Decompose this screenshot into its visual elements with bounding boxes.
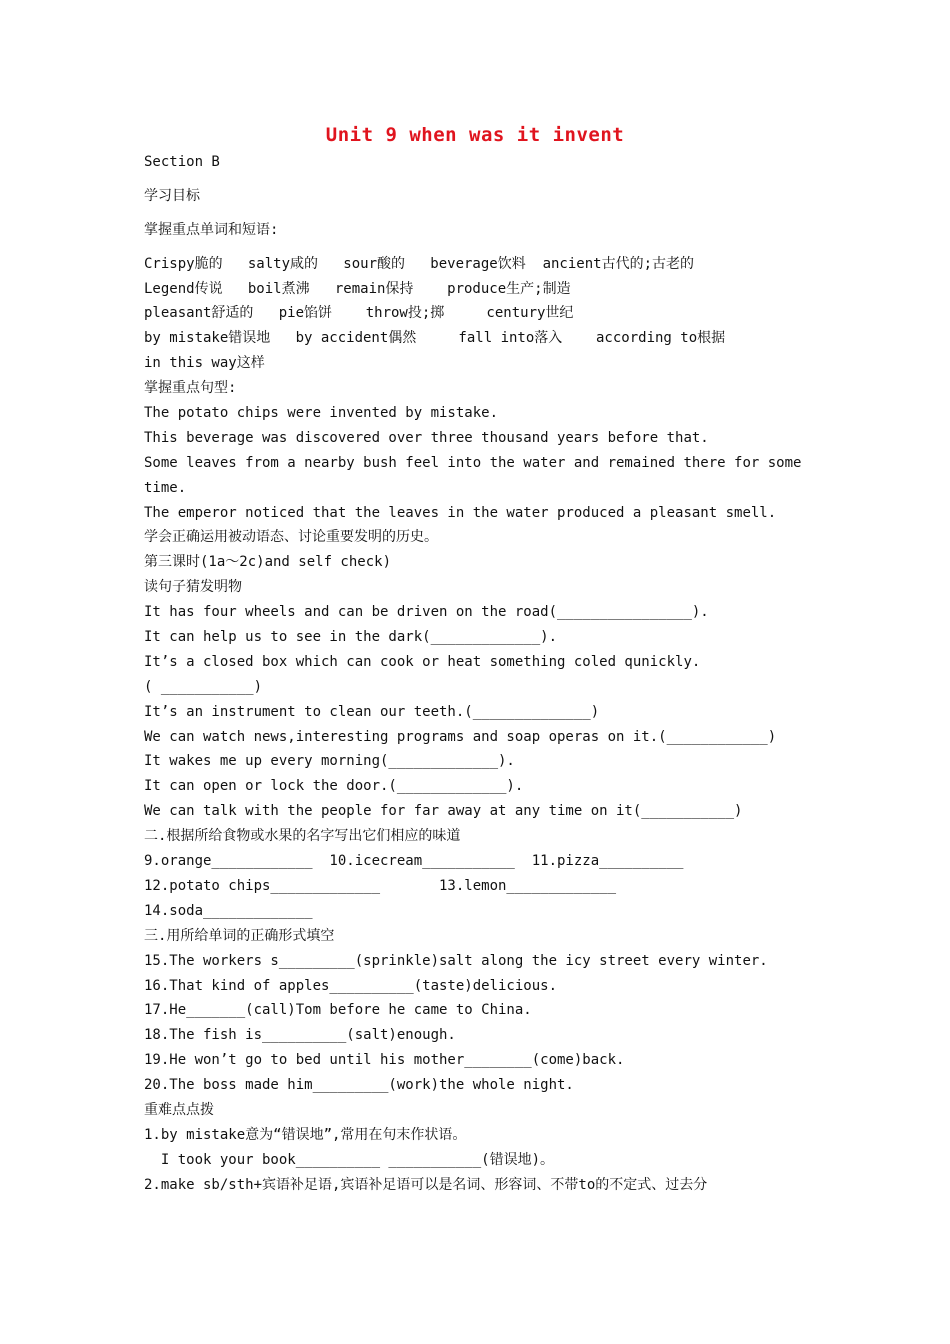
vocab-line: Legend传说 boil煮沸 remain保持 produce生产;制造 (144, 280, 571, 297)
guess-item: It’s an instrument to clean our teeth.(______________) (144, 703, 600, 720)
taste-row: 9.orange____________ 10.icecream___________ 11.pizza__________ (144, 853, 684, 870)
fill-item: 18.The fish is__________(salt)enough. (144, 1027, 456, 1044)
sentence-line: time. (144, 479, 187, 496)
guess-item: It can open or lock the door.(_____________). (144, 778, 524, 795)
guess-item: ( ___________) (144, 678, 263, 695)
guess-item: We can watch news,interesting programs and soap operas on it.(____________) (144, 728, 777, 745)
vocab-line: Crispy脆的 salty咸的 sour酸的 beverage饮料 ancient古代的;古老的 (144, 255, 695, 272)
vocab-line: in this way这样 (144, 355, 265, 372)
section-label: Section B (144, 154, 220, 170)
fill-item: 19.He won’t go to bed until his mother________(come)back. (144, 1052, 625, 1069)
vocab-heading: 掌握重点单词和短语: (144, 221, 279, 238)
vocab-line: by mistake错误地 by accident偶然 fall into落入 according to根据 (144, 330, 726, 347)
fill-item: 15.The workers s_________(sprinkle)salt along the icy street every winter. (144, 952, 768, 969)
guess-item: It wakes me up every morning(_____________). (144, 753, 515, 770)
taste-row: 14.soda_____________ (144, 902, 313, 919)
sentence-line: Some leaves from a nearby bush feel into the water and remained there for some (144, 454, 802, 471)
fill-item: 17.He_______(call)Tom before he came to China. (144, 1002, 532, 1019)
page-title: Unit 9 when was it invent (325, 124, 625, 146)
sentence-line: This beverage was discovered over three thousand years before that. (144, 429, 709, 446)
lesson-label: 第三课时(1a～2c)and self check) (144, 554, 392, 571)
learning-goal: 学会正确运用被动语态、讨论重要发明的历史。 (144, 529, 438, 546)
objectives-heading: 学习目标 (144, 187, 200, 204)
guess-item: We can talk with the people for far away at any time on it(___________) (144, 803, 743, 820)
guess-item: It has four wheels and can be driven on the road(________________). (144, 604, 709, 621)
part3-heading: 三.用所给单词的正确形式填空 (144, 927, 335, 944)
taste-row: 12.potato chips_____________ 13.lemon_____________ (144, 877, 617, 894)
fill-item: 20.The boss made him_________(work)the whole night. (144, 1077, 574, 1094)
sentence-line: The potato chips were invented by mistake. (144, 405, 499, 422)
worksheet-body (144, 150, 809, 1198)
guess-item: It can help us to see in the dark(_____________). (144, 629, 558, 646)
vocab-line: pleasant舒适的 pie馅饼 throw投;掷 century世纪 (144, 305, 574, 322)
fill-item: 16.That kind of apples__________(taste)delicious. (144, 977, 558, 994)
tip-line: 2.make sb/sth+宾语补足语,宾语补足语可以是名词、形容词、不带to的不定式、过去分 (144, 1176, 708, 1193)
part2-heading: 二.根据所给食物或水果的名字写出它们相应的味道 (144, 828, 461, 845)
guess-heading: 读句子猜发明物 (144, 579, 242, 596)
sentence-heading: 掌握重点句型: (144, 380, 237, 397)
guess-item: It’s a closed box which can cook or heat something coled qunickly. (144, 653, 701, 670)
sentence-line: The emperor noticed that the leaves in the water produced a pleasant smell. (144, 504, 777, 521)
tip-line: I took your book__________ ___________(错误地)。 (144, 1151, 555, 1168)
tips-heading: 重难点点拨 (144, 1101, 214, 1118)
tip-line: 1.by mistake意为“错误地”,常用在句末作状语。 (144, 1126, 467, 1143)
